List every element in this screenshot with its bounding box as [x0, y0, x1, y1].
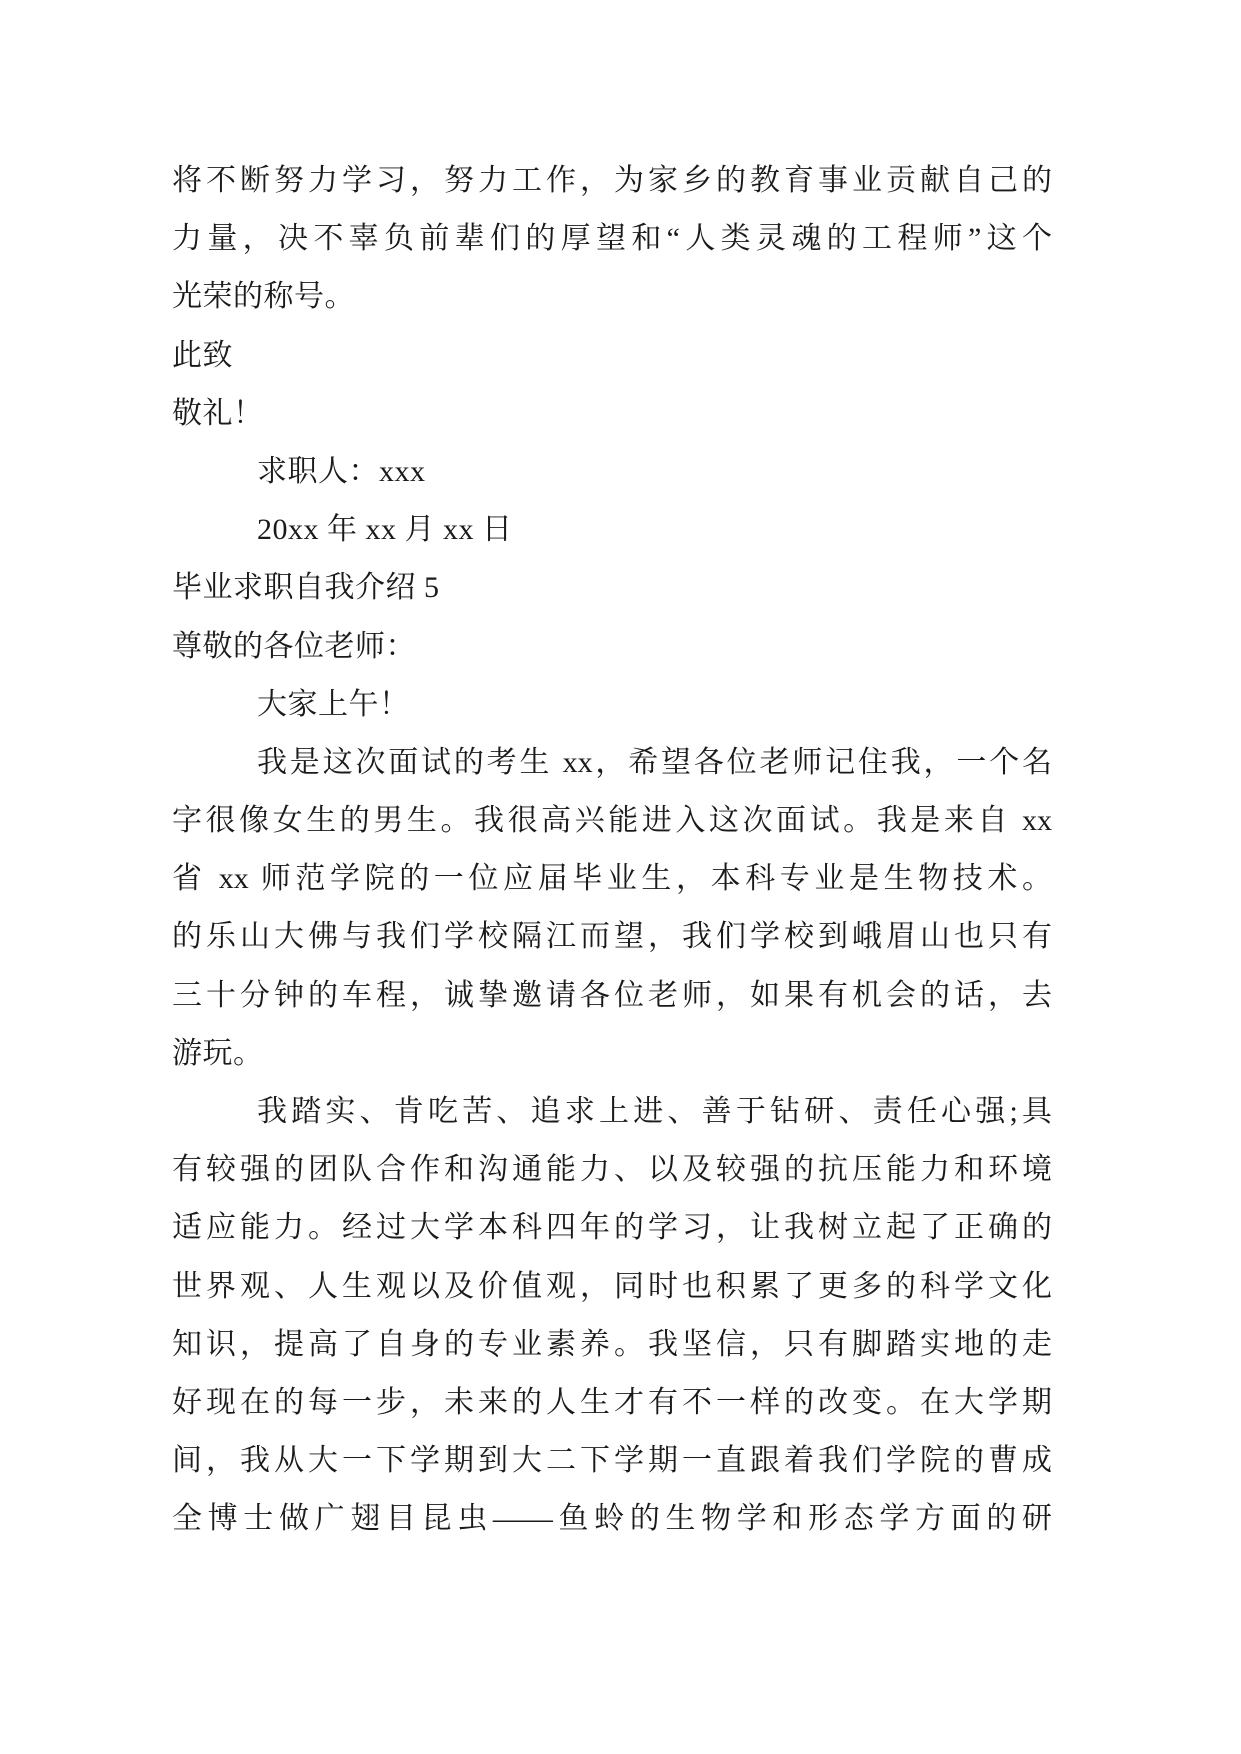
text-line-23: 间，我从大一下学期到大二下学期一直跟着我们学院的曹成 — [172, 1444, 1052, 1478]
text-line-19: 适应能力。经过大学本科四年的学习，让我树立起了正确的 — [172, 1211, 1052, 1245]
text-line-24: 全博士做广翅目昆虫——鱼蛉的生物学和形态学方面的研 — [172, 1502, 1052, 1536]
text-line-9: 尊敬的各位老师： — [172, 629, 416, 663]
text-line-16: 游玩。 — [172, 1036, 264, 1070]
text-line-5: 敬礼！ — [172, 396, 264, 430]
text-line-6: 求职人：xxx — [257, 454, 426, 488]
text-line-17: 我踏实、肯吃苦、追求上进、善于钻研、责任心强;具 — [257, 1095, 1052, 1128]
text-line-12: 字很像女生的男生。我很高兴能进入这次面试。我是来自 xx — [172, 804, 1052, 838]
text-line-21: 知识，提高了自身的专业素养。我坚信，只有脚踏实地的走 — [172, 1327, 1052, 1361]
text-line-15: 三十分钟的车程，诚挚邀请各位老师，如果有机会的话，去 — [172, 978, 1052, 1012]
text-line-7: 20xx 年 xx 月 xx 日 — [257, 513, 513, 547]
document-text-block — [172, 152, 1052, 1549]
text-line-3: 光荣的称号。 — [172, 280, 355, 314]
text-line-10: 大家上午！ — [257, 687, 410, 721]
text-line-11: 我是这次面试的考生 xx，希望各位老师记住我，一个名 — [257, 745, 1052, 779]
text-line-8: 毕业求职自我介绍 5 — [172, 571, 440, 605]
text-line-22: 好现在的每一步，未来的人生才有不一样的改变。在大学期 — [172, 1385, 1052, 1419]
text-line-13: 省 xx 师范学院的一位应届毕业生，本科专业是生物技术。 — [172, 862, 1052, 896]
text-line-18: 有较强的团队合作和沟通能力、以及较强的抗压能力和环境 — [172, 1153, 1052, 1187]
text-line-1: 将不断努力学习，努力工作，为家乡的教育事业贡献自己的 — [172, 164, 1052, 197]
text-line-4: 此致 — [172, 338, 233, 372]
text-line-20: 世界观、人生观以及价值观，同时也积累了更多的科学文化 — [172, 1269, 1052, 1303]
text-line-2: 力量，决不辜负前辈们的厚望和“人类灵魂的工程师”这个 — [172, 222, 1052, 256]
text-line-14: 的乐山大佛与我们学校隔江而望，我们学校到峨眉山也只有 — [172, 920, 1052, 954]
